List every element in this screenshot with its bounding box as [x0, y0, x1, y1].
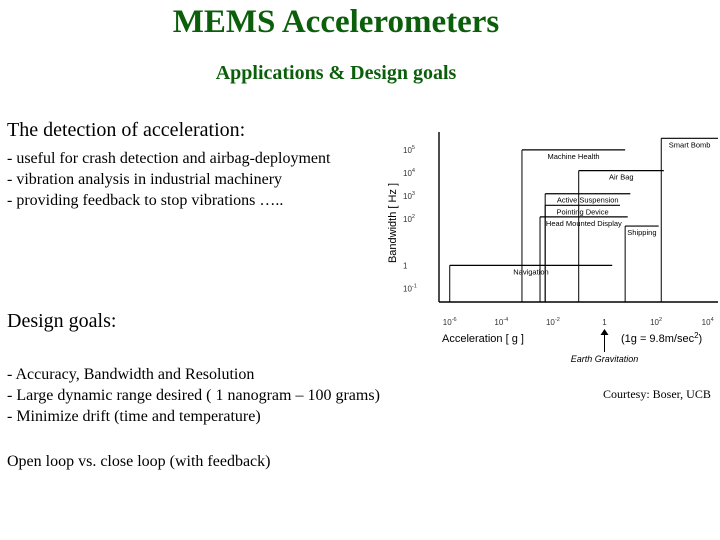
design-bullet-1: - Accuracy, Bandwidth and Resolution [7, 366, 255, 383]
x-tick-label: $10^4$ [701, 317, 714, 327]
slide-subtitle: Applications & Design goals [215, 62, 457, 84]
design-bullet-3: - Minimize drift (time and temperature) [7, 408, 261, 425]
region-label-active-suspension: Active Suspension [556, 195, 619, 205]
x-tick-label: $10^{-6}$ [442, 317, 457, 327]
gravity-annotation: Earth Gravitation [570, 354, 639, 364]
y-tick-label: $10^3$ [403, 191, 416, 202]
x-axis-note: $(1g = 9.8m/\sec^2)$ [621, 331, 703, 345]
x-tick-label: $10^2$ [650, 317, 663, 327]
y-axis-label: Bandwidth [ Hz ] [387, 182, 399, 264]
slide-title: MEMS Accelerometers [172, 4, 500, 40]
x-axis-label: Acceleration [ g ] [442, 333, 524, 345]
region-label-air-bag: Air Bag [608, 172, 634, 182]
loop-text: Open loop vs. close loop (with feedback) [7, 453, 271, 470]
region-label-machine-health: Machine Health [547, 151, 600, 161]
y-tick-label: $10^4$ [403, 167, 416, 178]
region-label-head-mounted-display: Head Mounted Display [545, 218, 622, 228]
x-tick-label: 1 [602, 318, 607, 327]
region-label-shipping: Shipping [627, 228, 657, 238]
region-label-smart-bomb: Smart Bomb [668, 140, 711, 150]
detection-bullet-1: - useful for crash detection and airbag-deployment [7, 150, 331, 167]
y-tick-label: $10^5$ [403, 144, 416, 155]
gravity-arrowhead [601, 329, 609, 335]
detection-heading: The detection of acceleration: [7, 119, 246, 141]
y-tick-label: $10^{-1}$ [403, 283, 417, 294]
y-tick-label: $10^2$ [403, 214, 416, 225]
x-tick-label: $10^{-2}$ [545, 317, 560, 327]
detection-bullet-3: - providing feedback to stop vibrations ….. [7, 192, 284, 209]
bandwidth-acceleration-chart [380, 128, 720, 373]
design-bullet-2: - Large dynamic range desired ( 1 nanogram – 100 grams) [7, 387, 380, 404]
region-label-pointing-device: Pointing Device [556, 207, 609, 217]
detection-bullet-2: - vibration analysis in industrial machinery [7, 171, 283, 188]
region-label-navigation: Navigation [513, 267, 549, 277]
courtesy-note: Courtesy: Boser, UCB [603, 387, 711, 401]
y-tick-label: 1 [403, 261, 408, 271]
x-tick-label: $10^{-4}$ [494, 317, 509, 327]
design-heading: Design goals: [7, 310, 117, 332]
